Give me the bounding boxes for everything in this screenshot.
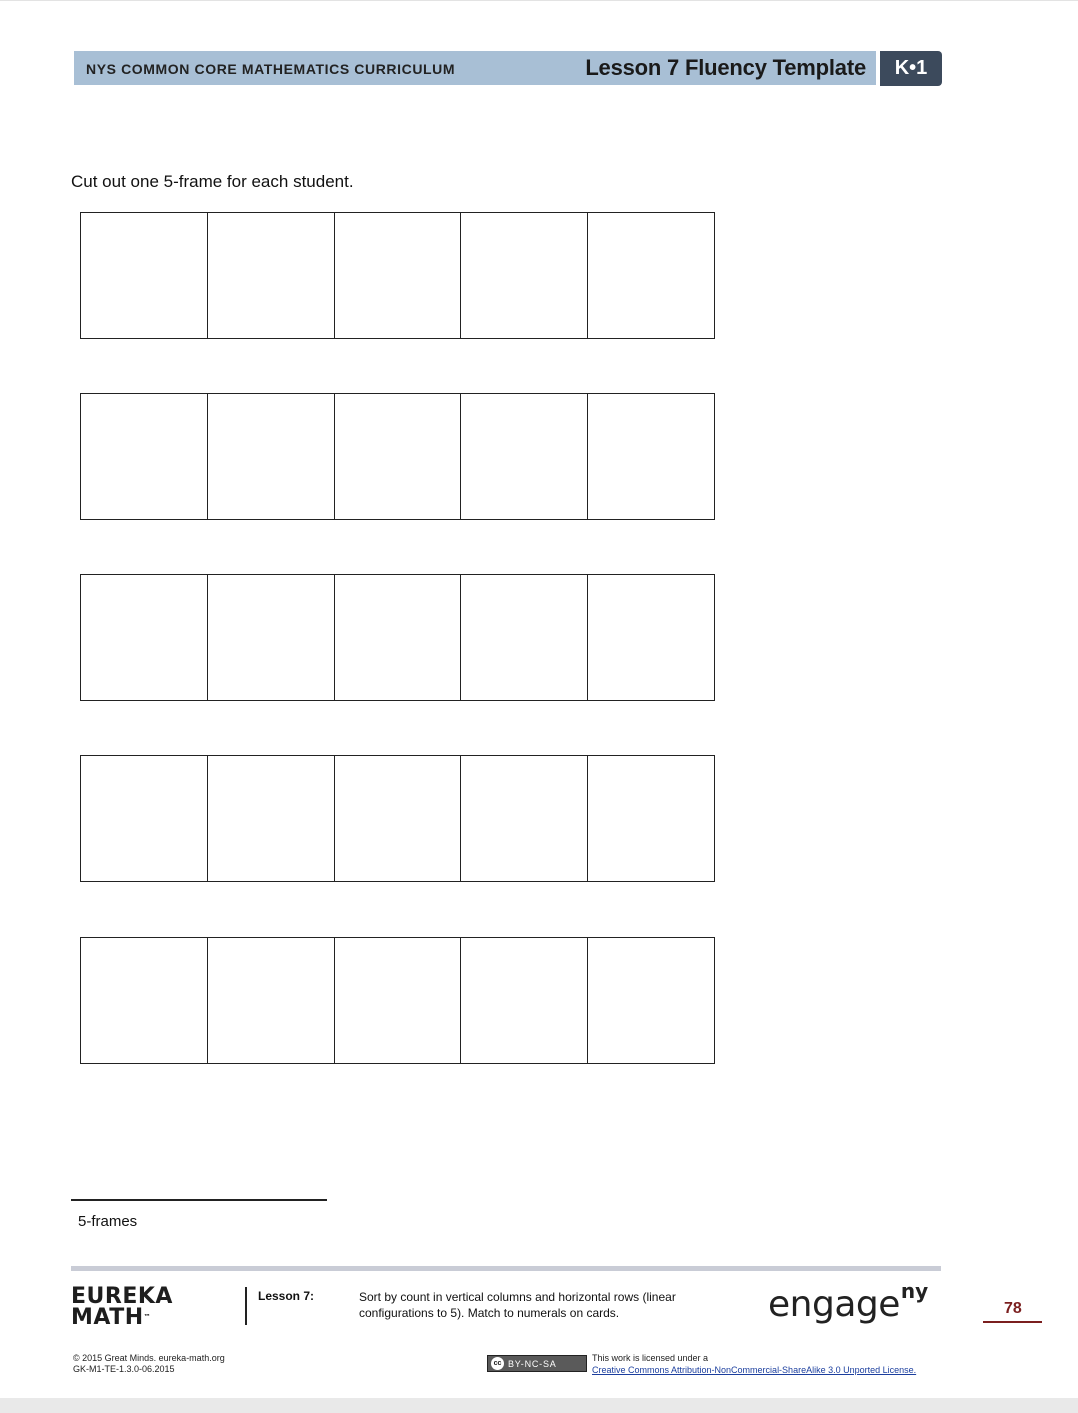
footer-divider — [245, 1287, 247, 1325]
cc-license-type: BY-NC-SA — [508, 1358, 557, 1369]
frame-cell — [81, 756, 208, 881]
footnote-rule — [71, 1199, 327, 1201]
frame-cell — [461, 575, 588, 700]
frame-cell — [81, 394, 208, 519]
instructions: Cut out one 5-frame for each student. — [71, 172, 354, 191]
page-number: 78 — [1004, 1300, 1022, 1317]
frame-cell — [208, 938, 335, 1063]
frame-cell — [461, 938, 588, 1063]
logo-math-text: MATH — [71, 1305, 144, 1330]
frame-cell — [335, 394, 462, 519]
cc-icon: cc — [491, 1357, 504, 1370]
license-intro: This work is licensed under a — [592, 1353, 709, 1363]
frame-cell — [461, 213, 588, 338]
frame-cell — [588, 213, 714, 338]
frame-cell — [588, 394, 714, 519]
engage-text: engage — [768, 1284, 900, 1325]
frame-cell — [81, 938, 208, 1063]
frame-cell — [81, 213, 208, 338]
eureka-math-logo — [71, 1286, 191, 1328]
page-number-rule — [983, 1321, 1042, 1323]
footer-lesson-label: Lesson 7: — [258, 1289, 315, 1303]
page-edge-bottom — [0, 1398, 1078, 1413]
curriculum-title: NYS COMMON CORE MATHEMATICS CURRICULUM — [86, 61, 456, 77]
footer-lesson-description: Sort by count in vertical columns and horizontal rows (linear configurations to 5). Match to numerals on cards. — [359, 1290, 676, 1320]
five-frame — [80, 212, 715, 339]
copyright-line: © 2015 Great Minds. eureka-math.org — [73, 1353, 225, 1363]
engageny-logo — [768, 1279, 929, 1325]
five-frame — [80, 937, 715, 1064]
logo-line-eureka: EUREKA — [71, 1284, 173, 1309]
copyright — [73, 1353, 225, 1375]
ny-text: ny — [900, 1279, 929, 1303]
logo-line-math — [71, 1307, 191, 1328]
document-code: GK-M1-TE-1.3.0-06.2015 — [73, 1364, 175, 1374]
frame-cell — [588, 938, 714, 1063]
frame-cell — [208, 756, 335, 881]
frame-cell — [335, 213, 462, 338]
frame-cell — [208, 394, 335, 519]
five-frame — [80, 574, 715, 701]
footnote: 5-frames — [78, 1213, 138, 1230]
logo-trademark: ™ — [143, 1313, 151, 1321]
license-link[interactable]: Creative Commons Attribution-NonCommercial-ShareAlike 3.0 Unported License. — [592, 1365, 917, 1375]
frame-cell — [588, 756, 714, 881]
frame-cell — [335, 575, 462, 700]
frame-cell — [461, 394, 588, 519]
frame-cell — [335, 938, 462, 1063]
footer-rule — [71, 1266, 941, 1271]
frame-cell — [208, 575, 335, 700]
frame-cell — [81, 575, 208, 700]
frame-cell — [588, 575, 714, 700]
lesson-title: Lesson 7 Fluency Template — [585, 55, 866, 80]
five-frame — [80, 393, 715, 520]
frame-cell — [335, 756, 462, 881]
five-frame — [80, 755, 715, 882]
page-edge-top — [0, 0, 1078, 1]
creative-commons-badge[interactable] — [487, 1355, 587, 1372]
grade-module-badge: K•1 — [880, 51, 942, 86]
frame-cell — [461, 756, 588, 881]
license-notice — [592, 1352, 916, 1376]
frame-cell — [208, 213, 335, 338]
